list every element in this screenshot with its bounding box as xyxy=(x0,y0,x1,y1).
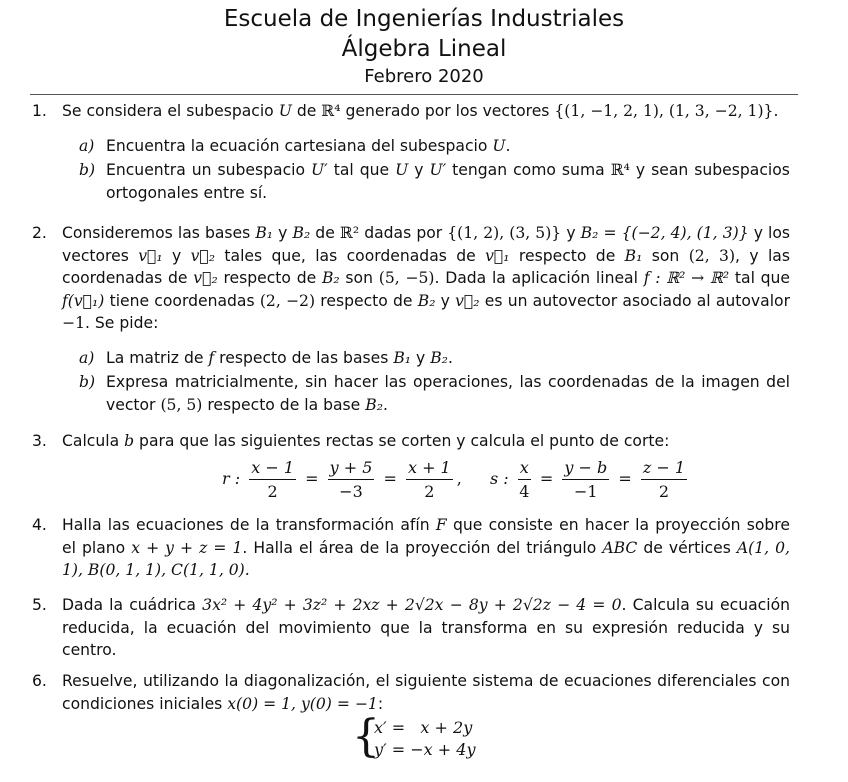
fraction: $\frac{x}{4}$ xyxy=(519,458,530,501)
problem-5 xyxy=(32,594,790,662)
header-divider xyxy=(30,94,798,95)
fraction: $\frac{x - 1}{2}$ xyxy=(251,458,294,501)
problem-3 xyxy=(32,430,790,453)
problem-4 xyxy=(32,514,791,582)
fraction: $\frac{z - 1}{2}$ xyxy=(642,458,686,501)
problem-2 xyxy=(32,222,791,416)
subquestion-a: a) Encuentra la ecuación cartesiana del subespacio U. xyxy=(79,136,511,155)
problem-statement: Dada la cuádrica 3x² + 4y² + 3z² + 2xz + 2√2x − 8y + 2√2z − 4 = 0. Calcula su ecuación reducida, la ecuación del movimiento que la transforma en su expresión reducida y su centro. xyxy=(62,596,790,659)
left-brace: { xyxy=(352,711,380,762)
fraction: $\frac{y + 5}{-3}$ xyxy=(329,458,373,501)
problem-number: 5. xyxy=(32,596,47,614)
school-name: Escuela de Ingenierías Industriales xyxy=(223,6,625,32)
problem-statement: Resuelve, utilizando la diagonalización, el siguiente sistema de ecuaciones diferenciales con condiciones iniciales x(0) = 1, y(0) = −1: xyxy=(62,672,790,713)
subquestion-a: a) La matriz de f respecto de las bases B₁ y B₂. xyxy=(79,348,453,367)
problem-number: 2. xyxy=(32,224,47,242)
problem-statement: Calcula b para que las siguientes rectas se corten y calcula el punto de corte: xyxy=(62,432,670,450)
document-header xyxy=(0,4,848,90)
line-equations: r : $\frac{x - 1}{2}$ = $\frac{y + 5}{-3}$ = $\frac{x + 1}{2}$ , s : $\frac{x}{4}$ = $\frac{y - b}{-1}$ = $\frac{z - 1}{2}$ xyxy=(222,458,686,501)
subquestion-b: b) Expresa matricialmente, sin hacer las operaciones, las coordenadas de la imagen del vector (5, 5) respecto de la base B₂. xyxy=(79,373,790,414)
fraction: $\frac{y - b}{-1}$ xyxy=(564,458,608,501)
exam-date: Febrero 2020 xyxy=(364,66,484,87)
problem-number: 1. xyxy=(32,102,47,120)
problem-statement: Se considera el subespacio U de ℝ⁴ generado por los vectores {(1, −1, 2, 1), (1, 3, −2, 1)}. xyxy=(62,102,779,120)
fraction: $\frac{x + 1}{2}$ xyxy=(407,458,451,501)
problem-1 xyxy=(32,100,790,204)
subject-title: Álgebra Lineal xyxy=(341,36,507,62)
problem-statement: Consideremos las bases B₁ y B₂ de ℝ² dadas por {(1, 2), (3, 5)} y B₂ = {(−2, 4), (1, 3)} y los vectores v⃗₁ y v⃗₂ tales que, las coordenadas de v⃗₁ respecto de B₁ son (2, 3), y las coordenadas de v⃗₂ respecto de B₂ son (5, −5). Dada la aplicación lineal f : ℝ² → ℝ² tal que f(v⃗₁) tiene coordenadas (2, −2) respecto de B₂ y v⃗₂ es un autovector asociado al autovalor −1. Se pide: xyxy=(62,224,791,332)
problem-6 xyxy=(32,670,790,715)
subquestion-b: b) Encuentra un subespacio U′ tal que U y U′ tengan como suma ℝ⁴ y sean subespacios ortogonales entre sí. xyxy=(79,161,790,202)
problem-statement: Halla las ecuaciones de la transformación afín F que consiste en hacer la proyección sobre el plano x + y + z = 1. Halla el área de la proyección del triángulo ABC de vértices A(1, 0, 1), B(0, 1, 1), C(1, 1, 0). xyxy=(62,516,791,579)
problem-number: 4. xyxy=(32,516,47,534)
problem-number: 3. xyxy=(32,432,47,450)
problem-number: 6. xyxy=(32,672,47,690)
